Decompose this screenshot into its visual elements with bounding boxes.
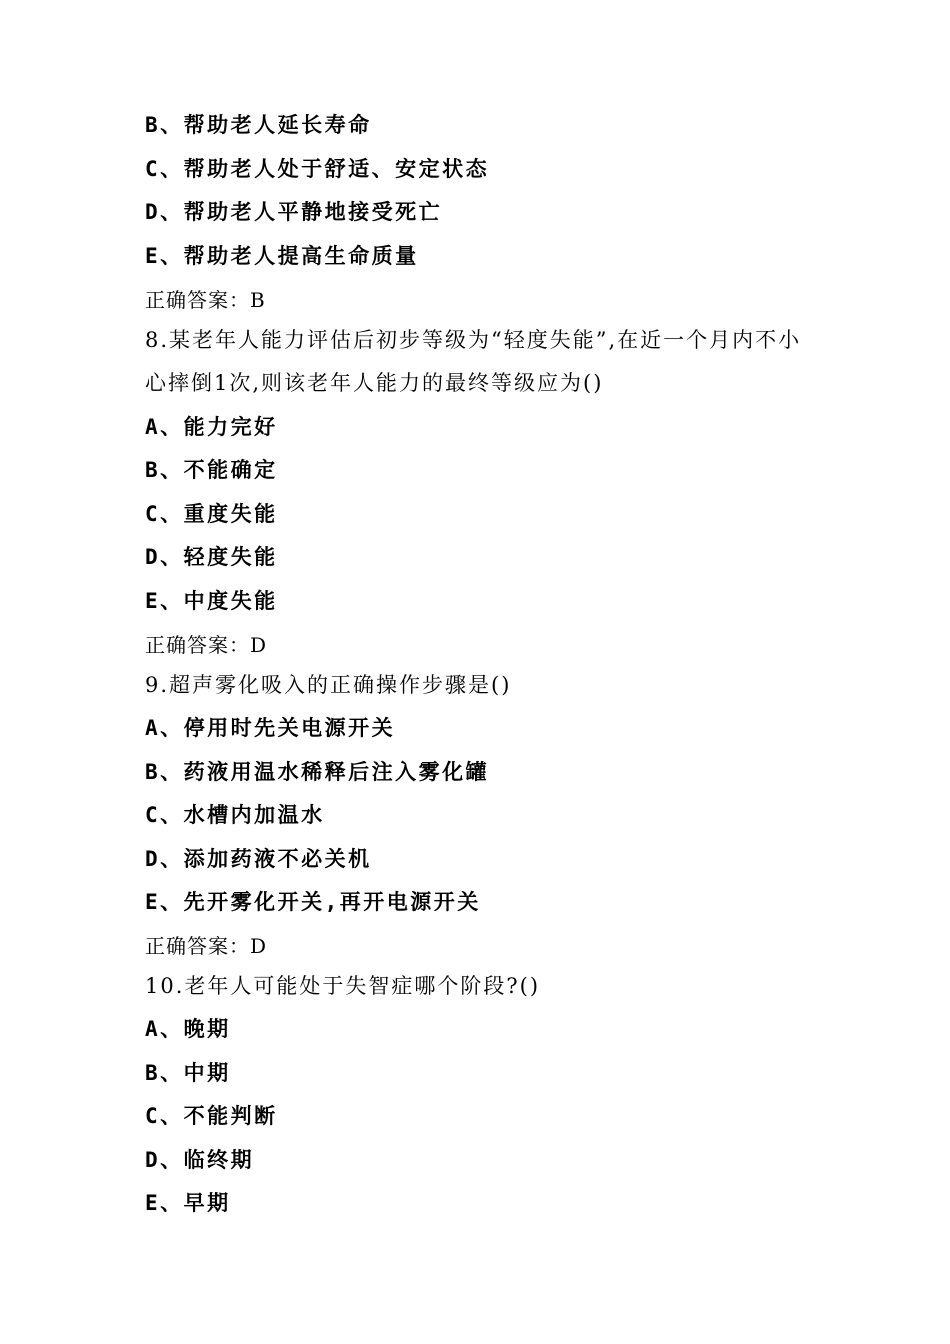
- q10-option-e: E、早期: [145, 1191, 231, 1215]
- q8-stem-line2: 心摔倒1次,则该老年人能力的最终等级应为(): [145, 371, 604, 395]
- q7-option-d: D、帮助老人平静地接受死亡: [145, 200, 443, 224]
- q9-option-a: A、停用时先关电源开关: [145, 716, 396, 740]
- q10-option-a: A、晚期: [145, 1017, 231, 1041]
- q9-option-c: C、水槽内加温水: [145, 803, 325, 827]
- q8-answer: 正确答案：D: [145, 633, 268, 657]
- q7-option-c: C、帮助老人处于舒适、安定状态: [145, 157, 490, 181]
- q9-answer: 正确答案：D: [145, 934, 268, 958]
- q7-answer: 正确答案：B: [145, 288, 266, 312]
- q7-option-b: B、帮助老人延长寿命: [145, 113, 372, 137]
- q8-option-e: E、中度失能: [145, 589, 278, 613]
- q7-option-e: E、帮助老人提高生命质量: [145, 244, 419, 268]
- q8-stem-line1: 8.某老年人能力评估后初步等级为“轻度失能”,在近一个月内不小: [145, 328, 802, 352]
- q10-stem: 10.老年人可能处于失智症哪个阶段?(): [145, 974, 541, 998]
- q10-option-d: D、临终期: [145, 1148, 255, 1172]
- q8-option-a: A、能力完好: [145, 415, 278, 439]
- q8-option-b: B、不能确定: [145, 458, 278, 482]
- q9-option-b: B、药液用温水稀释后注入雾化罐: [145, 760, 490, 784]
- q9-option-d: D、添加药液不必关机: [145, 847, 372, 871]
- q8-option-d: D、轻度失能: [145, 545, 278, 569]
- q9-stem: 9.超声雾化吸入的正确操作步骤是(): [145, 673, 512, 697]
- q8-option-c: C、重度失能: [145, 502, 278, 526]
- q9-option-e: E、先开雾化开关,再开电源开关: [145, 890, 481, 914]
- q10-option-b: B、中期: [145, 1061, 231, 1085]
- q10-option-c: C、不能判断: [145, 1104, 278, 1128]
